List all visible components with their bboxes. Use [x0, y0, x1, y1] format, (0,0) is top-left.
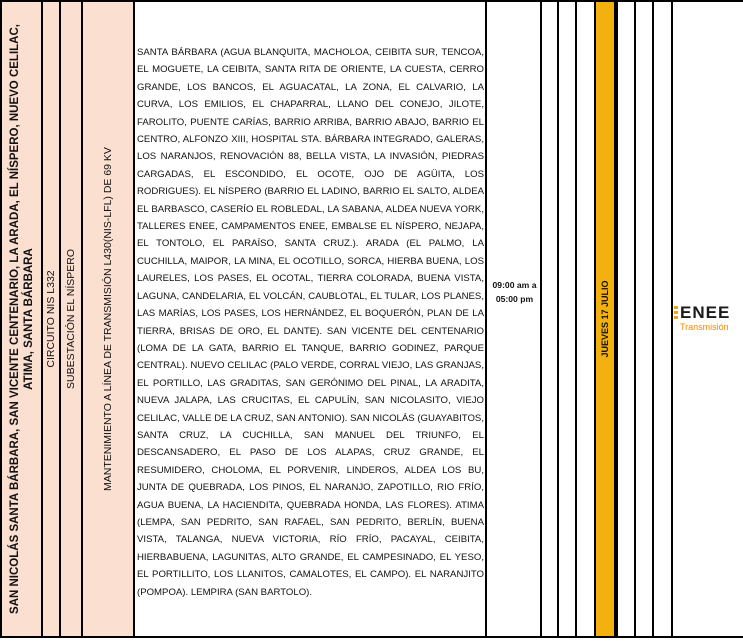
empty-cell: [575, 0, 594, 638]
logo-name: ENEE: [680, 303, 731, 322]
empty-cell: [540, 0, 557, 638]
substation-cell: [59, 0, 81, 638]
empty-cell: [652, 0, 671, 638]
time-range: [487, 278, 542, 306]
time-start: 09:00 am a: [492, 280, 537, 290]
substation-text: SUBESTACIÓN EL NÍSPERO: [65, 248, 77, 390]
empty-cell: [616, 0, 634, 638]
location-cell: [0, 0, 41, 638]
enee-logo: [674, 304, 743, 340]
work-text: MANTENIMIENTO A LÍNEA DE TRANSMISIÓN L430(NIS-LFL) DE 69 KV: [102, 147, 114, 491]
work-cell: [81, 0, 133, 638]
location-text: SAN NICOLÁS SANTA BÁRBARA, SAN VICENTE CENTENARIO, LA ARADA, EL NÍSPERO, NUEVO CELILAC, ATIMA, SANTA BÁRBARA: [8, 24, 35, 614]
time-end: 05:00 pm: [495, 294, 534, 304]
date-text: JUEVES 17 JULIO: [600, 280, 610, 358]
circuit-text: CIRCUITO NIS L332: [45, 270, 57, 368]
sectors-text: SANTA BÁRBARA (AGUA BLANQUITA, MACHOLOA, CEIBITA SUR, TENCOA, EL MOGUETE, LA CEIBITA, SANTA RITA DE ORIENTE, LA CUESTA, CERRO GRANDE, LOS BANCOS, EL AGUACATAL, LA ZONA, EL CALVARIO, LA CURVA, LOS EMILIOS, EL CHAPARRAL, LLANO DEL CONEJO, JILOTE, FAROLITO, PUENTE CARÍAS, BARRIO ARRIBA, BARRIO ABAJO, BARRIO EL CENTRO, ALFONZO XIII, HOSPITAL STA. BÁRBARA INTEGRADO, GALERAS, LOS NARANJOS, RENOVACIÓN 88, BELLA VISTA, LA INVASIÓN, PIEDRAS CARGADAS, EL ESCONDIDO, EL OCOTE, OJO DE AGÜITA, LOS RODRIGUES). EL NÍSPERO (BARRIO EL LADINO, BARRIO EL SALTO, ALDEA EL BARBASCO, CASERÍO EL ROBLEDAL, LA SABANA, ALDEA NUEVA YORK, TALLERES ENEE, CAMPAMENTOS ENEE, EMBALSE EL NÍSPERO, NEJAPA, EL TONTOLO, EL PARAÍSO, SANTA CRUZ.). ARADA (EL PALMO, LA CUCHILLA, MAIPOR, LA MINA, EL OCOTILLO, SORCA, HIERBA BUENA, LOS LAURELES, LOS PASES, EL OCOTAL, TIERRA COLORADA, BUENA VISTA, LAGUNA, CANDELARIA, EL VOLCÁN, CAUBLOTAL, EL TULAR, LOS PLANES, LAS MARÍAS, LOS PASES, LOS HERNÁNDEZ, EL BOQUERÓN, PLAN DE LA TIERRA, BRISAS DE ORO, EL DANTE). SAN VICENTE DEL CENTENARIO (LOMA DE LA GATA, BARRIO EL TANQUE, BARRIO GODINEZ, PARQUE CENTRAL). NUEVO CELILAC (PALO VERDE, CORRAL VIEJO, LAS GRANJAS, EL PORTILLO, LAS GRADITAS, SAN GERÓNIMO DEL PINAL, LA ARADITA, NUEVA JALAPA, LAS CRUCITAS, EL CAPULÍN, SAN NICOLASITO, VIEJO CELILAC, VALLE DE LA CRUZ, SAN ANTONIO). SAN NICOLÁS (GUAYABITOS, SANTA CRUZ, LA CUCHILLA, SAN MANUEL DEL TRIUNFO, EL DESCANSADERO, EL PASO DE LOS ALAPAS, CRUZ GRANDE, EL RESUMIDERO, CHOLOMA, EL PORVENIR, LINDEROS, ALDEA LOS BU, JUNTA DE QUEBRADA, LOS PINOS, EL NARANJO, ZAPOTILLO, RIO FRÍO, AGUA BUENA, LA HACIENDITA, QUEBRADA HONDA, LAS FLORES). ATIMA (LEMPA, SAN PEDRITO, SAN RAFAEL, SAN PEDRITO, BERLÍN, BUENA VISTA, TALANGA, NUEVA VICTORIA, RÍO FRÍO, PACAYAL, CEIBITA, HIERBABUENA, LAGUNITAS, ALTO GRANDE, EL CAMPESINADO, EL YESO, EL PORTILLITO, LOS LLANITOS, CAMALOTES, EL CAMPO). EL NARANJITO (POMPOA). LEMPIRA (SAN BARTOLO).: [137, 47, 484, 598]
empty-cell: [557, 0, 575, 638]
empty-cell: [634, 0, 652, 638]
circuit-cell: [41, 0, 59, 638]
logo-cell: [671, 0, 743, 638]
time-cell: [485, 0, 540, 638]
date-cell: [594, 0, 616, 638]
logo-subtitle: Transmisión: [680, 322, 729, 332]
sectors-cell: [133, 0, 485, 638]
logo-bars-icon: [674, 306, 678, 321]
